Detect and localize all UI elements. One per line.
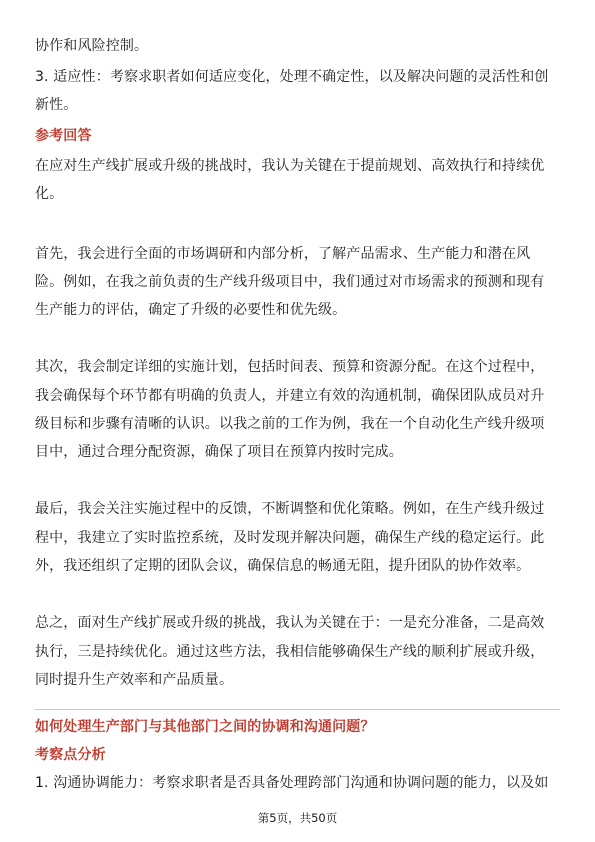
text-line: 协作和风险控制。 xyxy=(35,38,149,54)
text-line: 总之，面对生产线扩展或升级的挑战，我认为关键在于：一是充分准备，二是高效 xyxy=(35,615,545,631)
text-line: 化。 xyxy=(35,186,64,202)
answer-heading: 参考回答 xyxy=(35,128,92,144)
text-line: 生产能力的评估，确定了升级的必要性和优先级。 xyxy=(35,302,347,318)
text-line: 新性。 xyxy=(35,97,78,113)
text-line: 3. 适应性：考察求职者如何适应变化，处理不确定性，以及解决问题的灵活性和创 xyxy=(35,69,549,85)
document-page xyxy=(35,0,560,842)
analysis-heading: 考察点分析 xyxy=(35,747,106,763)
text-line: 最后，我会关注实施过程中的反馈，不断调整和优化策略。例如，在生产线升级过 xyxy=(35,501,545,517)
text-line: 同时提升生产效率和产品质量。 xyxy=(35,672,234,688)
text-line: 程中，我建立了实时监控系统，及时发现并解决问题，确保生产线的稳定运行。此 xyxy=(35,530,545,546)
text-line: 其次，我会制定详细的实施计划，包括时间表、预算和资源分配。在这个过程中， xyxy=(35,359,545,375)
question-title: 如何处理生产部门与其他部门之间的协调和沟通问题？ xyxy=(35,719,375,735)
text-line: 外，我还组织了定期的团队会议，确保信息的畅通无阻，提升团队的协作效率。 xyxy=(35,558,531,574)
text-line: 级目标和步骤有清晰的认识。以我之前的工作为例，我在一个自动化生产线升级项 xyxy=(35,416,545,432)
text-line: 目中，通过合理分配资源，确保了项目在预算内按时完成。 xyxy=(35,444,403,460)
text-line: 执行，三是持续优化。通过这些方法，我相信能够确保生产线的顺利扩展或升级， xyxy=(35,644,545,660)
section-divider xyxy=(35,709,560,710)
text-line: 我会确保每个环节都有明确的负责人，并建立有效的沟通机制，确保团队成员对升 xyxy=(35,388,545,404)
text-line: 首先，我会进行全面的市场调研和内部分析，了解产品需求、生产能力和潜在风 xyxy=(35,246,531,262)
text-line: 险。例如，在我之前负责的生产线升级项目中，我们通过对市场需求的预测和现有 xyxy=(35,274,545,290)
text-line: 在应对生产线扩展或升级的挑战时，我认为关键在于提前规划、高效执行和持续优 xyxy=(35,158,545,174)
text-line: 1. 沟通协调能力：考察求职者是否具备处理跨部门沟通和协调问题的能力，以及如 xyxy=(35,775,549,791)
page-number: 第5页，共50页 xyxy=(257,811,338,825)
